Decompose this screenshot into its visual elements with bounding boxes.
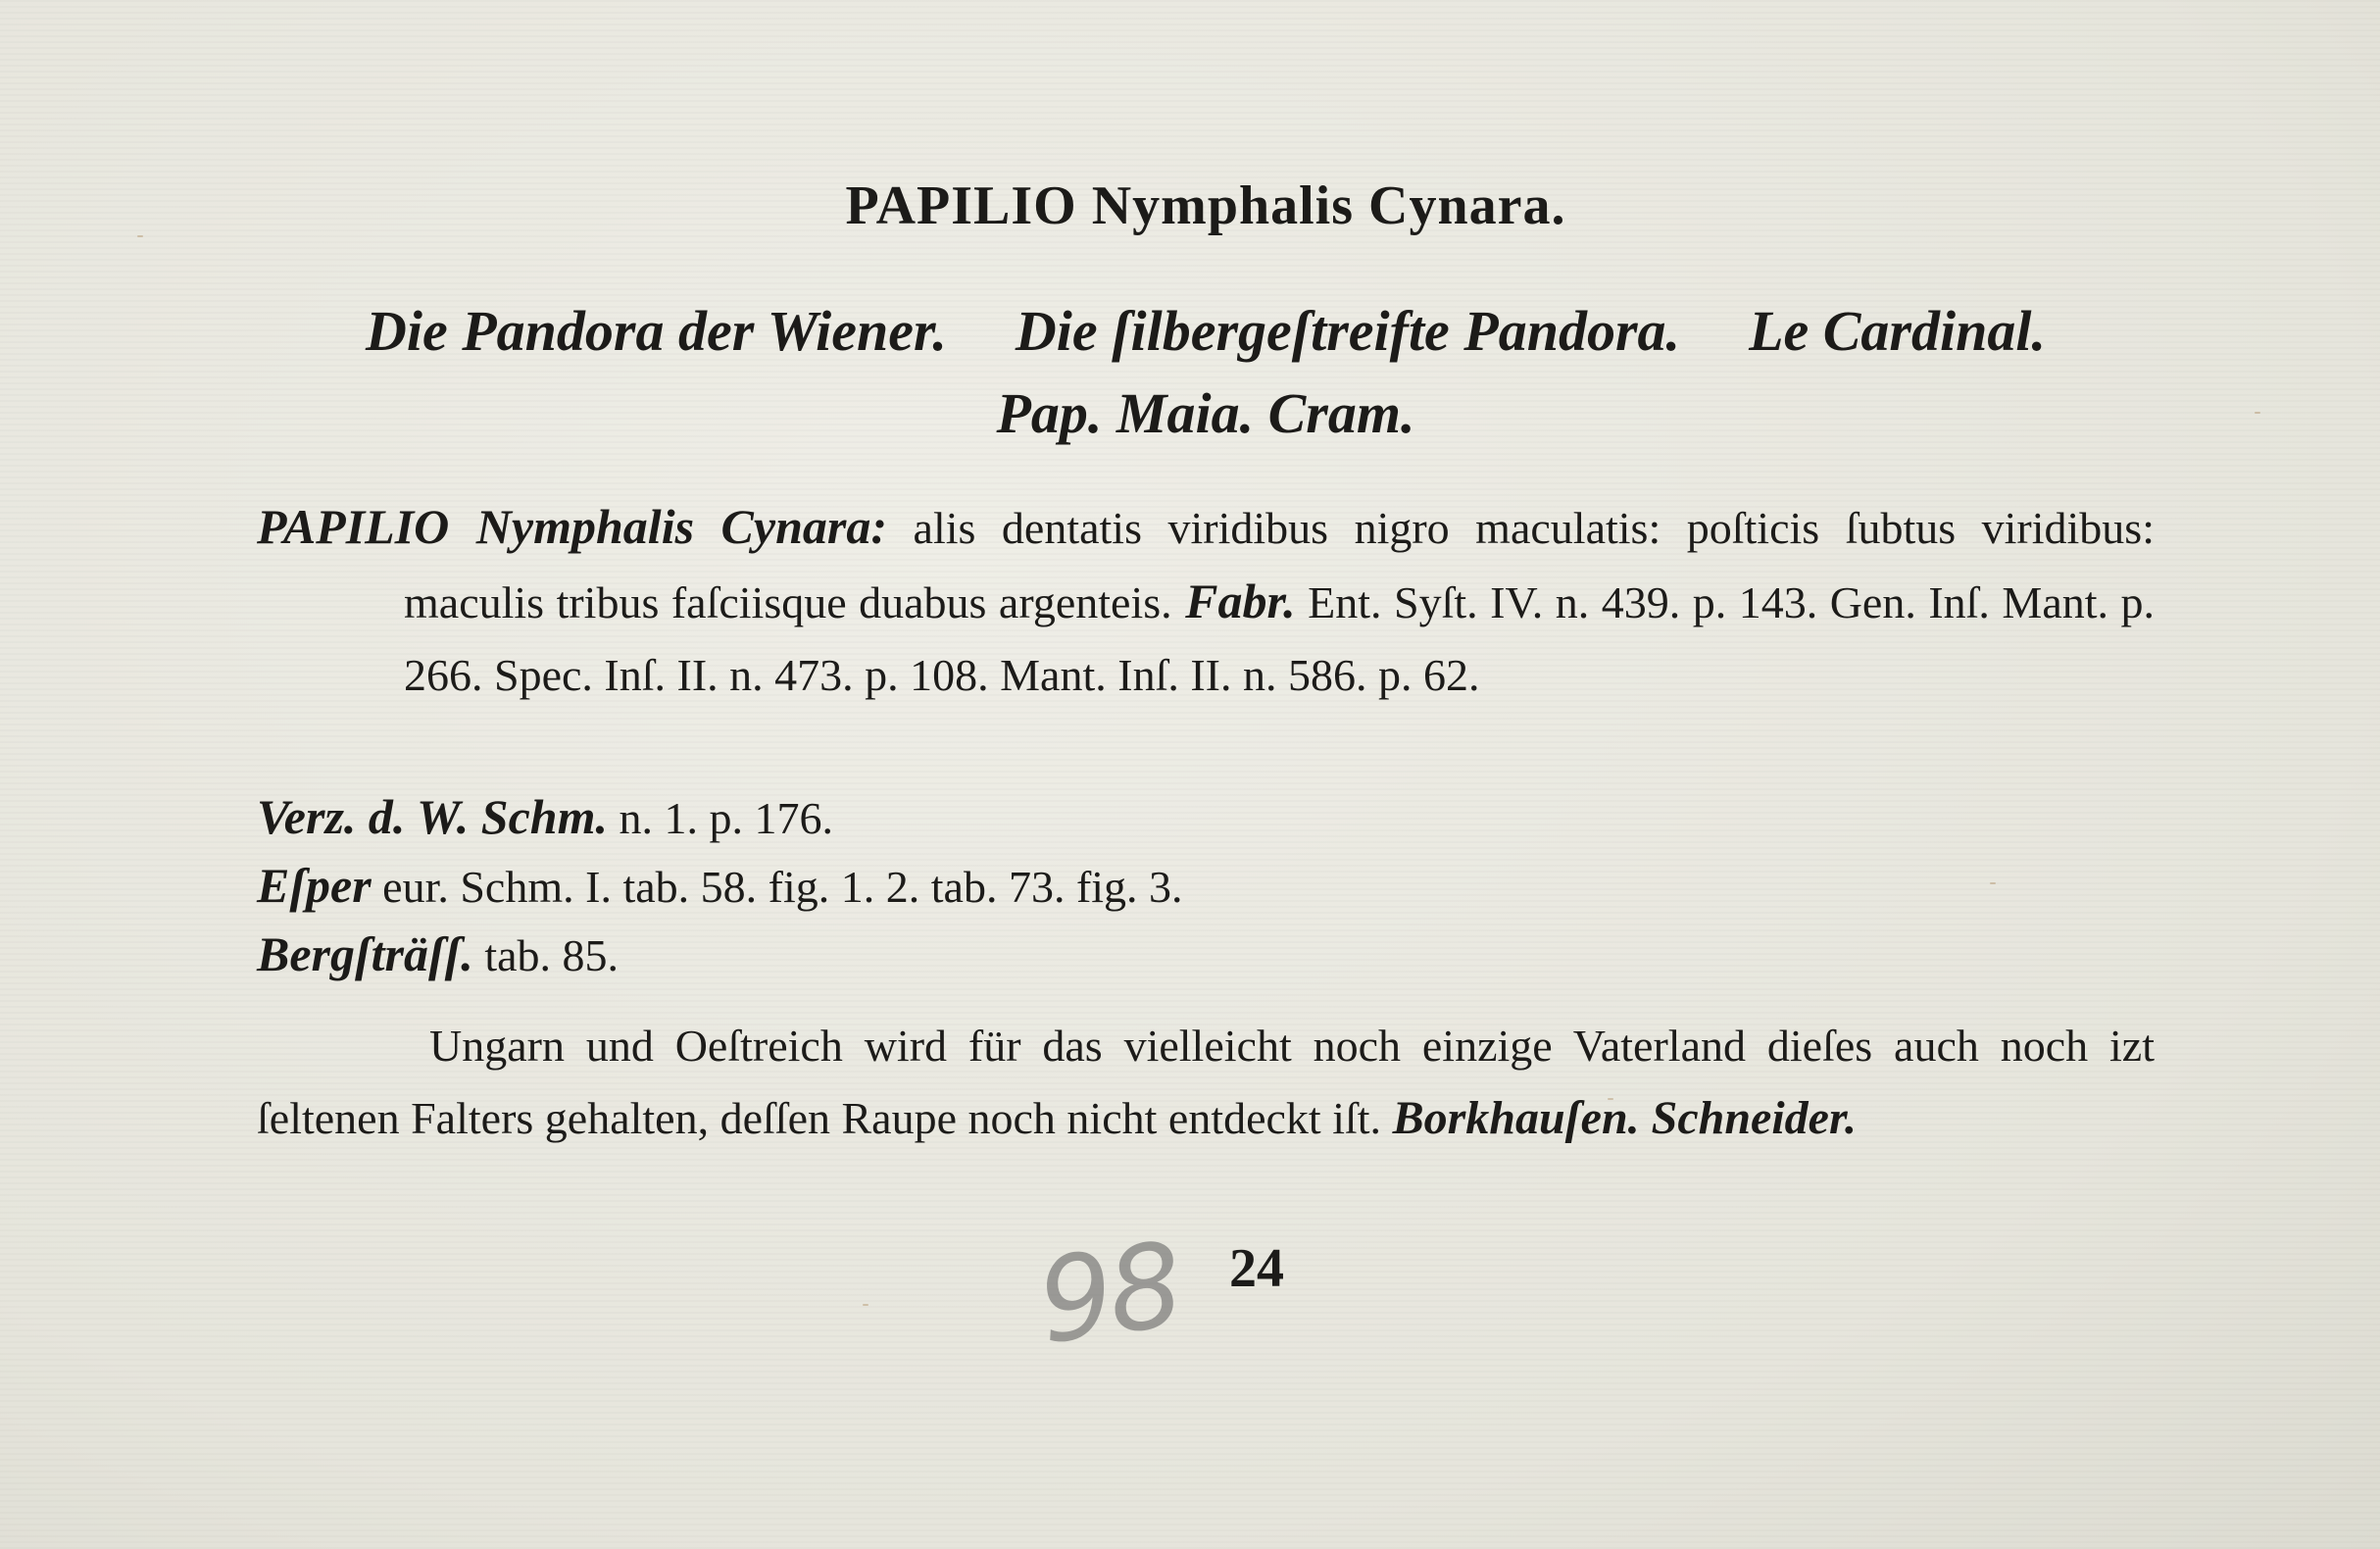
reference-label: Bergſträſſ.	[257, 926, 473, 981]
pencil-annotation: 98	[1030, 1216, 1188, 1371]
paper-fleck	[137, 235, 143, 237]
name-silbergestreifte-pandora: Die ſilbergeſtreifte Pandora.	[1015, 299, 1681, 363]
common-names-line-2: Pap. Maia. Cram.	[996, 381, 1415, 445]
reference-label: Verz. d. W. Schm.	[257, 789, 608, 844]
reference-text: n. 1. p. 176.	[607, 793, 833, 843]
common-names-line-1	[257, 290, 2155, 373]
reference-citation: Ent. Syſt. IV. n. 439. p. 143. Gen. Inſ. Mant. p. 266. Spec. Inſ. II. n. 473. p. 108. Mant. Inſ. II. n. 586. p. 62.	[404, 577, 2156, 700]
paper-fleck	[2255, 412, 2260, 414]
reference-esper	[257, 849, 2155, 924]
page-title: PAPILIO Nymphalis Cynara.	[845, 175, 1566, 236]
reference-verzeichnis	[257, 780, 2155, 855]
reference-text: tab. 85.	[472, 930, 620, 980]
paragraph-text: Ungarn und Oeſtreich wird für das vielleicht noch einzige Vaterland dieſes auch noch izt ſeltenen Falters gehalten, deſſen Raupe noch nicht entdeckt iſt.	[257, 1021, 2155, 1143]
name-pandora-wiener: Die Pandora der Wiener.	[366, 299, 947, 363]
reference-label: Eſper	[257, 858, 372, 913]
reference-text: eur. Schm. I. tab. 58. fig. 1. 2. tab. 73. fig. 3.	[371, 862, 1183, 912]
reference-fabricius	[257, 490, 2155, 712]
paragraph-authors: Borkhauſen. Schneider.	[1392, 1092, 1857, 1144]
name-le-cardinal: Le Cardinal.	[1749, 299, 2046, 363]
page-number: 24	[1229, 1238, 1284, 1299]
reference-author: Fabr.	[1171, 574, 1296, 628]
body-paragraph	[257, 1010, 2155, 1155]
common-names	[257, 290, 2155, 455]
reference-text: alis dentatis viridibus nigro maculatis: poſticis ſubtus viridibus: maculis tribus faſciisque duabus argenteis.	[404, 503, 2155, 627]
reference-bergstraesser	[257, 918, 2155, 992]
paper-fleck	[863, 1304, 868, 1306]
reference-label: PAPILIO Nymphalis Cynara:	[257, 499, 888, 554]
